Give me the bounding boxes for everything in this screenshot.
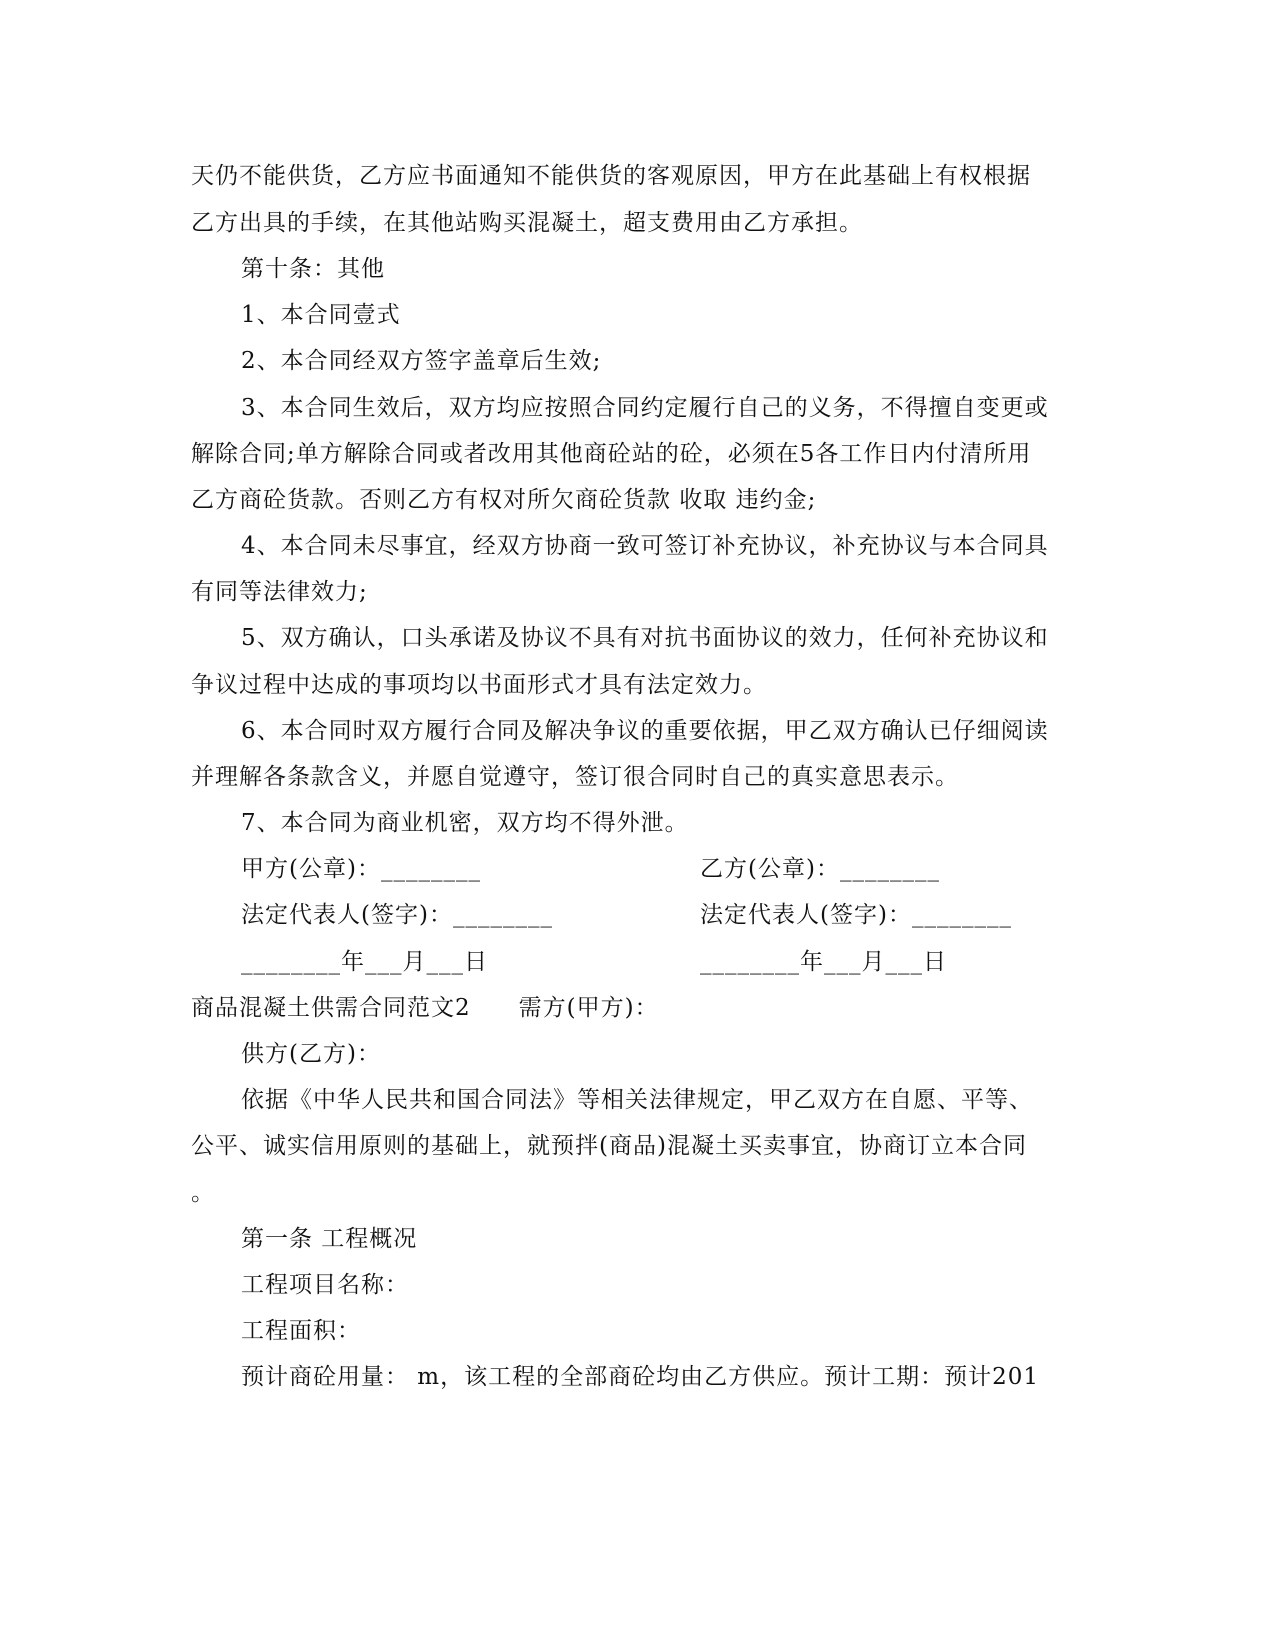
- party-b-date-field: ________年___月___日: [700, 949, 947, 975]
- contract-title-line: 商品混凝土供需合同范文2 需方(甲方)：: [191, 995, 659, 1021]
- paragraph-line: 争议过程中达成的事项均以书面形式才具有法定效力。: [191, 672, 767, 698]
- paragraph-line: 乙方出具的手续，在其他站购买混凝土，超支费用由乙方承担。: [191, 210, 863, 236]
- clause-item: 5、双方确认，口头承诺及协议不具有对抗书面协议的效力，任何补充协议和: [241, 625, 1049, 651]
- field-line: 预计商砼用量： m，该工程的全部商砼均由乙方供应。预计工期：预计201: [241, 1364, 1040, 1390]
- paragraph-line: 有同等法律效力;: [191, 579, 368, 605]
- paragraph-line: 解除合同;单方解除合同或者改用其他商砼站的砼，必须在5各工作日内付清所用: [191, 441, 1032, 467]
- field-line: 工程项目名称：: [241, 1272, 409, 1298]
- party-a-date-field: ________年___月___日: [241, 949, 488, 975]
- paragraph-line: 。: [191, 1180, 215, 1206]
- field-line: 工程面积：: [241, 1318, 361, 1344]
- paragraph-line: 依据《中华人民共和国合同法》等相关法律规定，甲乙双方在自愿、平等、: [241, 1087, 1033, 1113]
- paragraph-line: 乙方商砼货款。否则乙方有权对所欠商砼货款 收取 违约金;: [191, 487, 817, 513]
- clause-item: 4、本合同未尽事宜，经双方协商一致可签订补充协议，补充协议与本合同具: [241, 533, 1049, 559]
- party-b-representative-field: 法定代表人(签字)：________: [700, 902, 1012, 928]
- party-a-representative-field: 法定代表人(签字)：________: [241, 902, 553, 928]
- clause-item: 3、本合同生效后，双方均应按照合同约定履行自己的义务，不得擅自变更或: [241, 395, 1049, 421]
- party-b-seal-field: 乙方(公章)：________: [700, 856, 940, 882]
- clause-item: 7、本合同为商业机密，双方均不得外泄。: [241, 810, 689, 836]
- paragraph-line: 公平、诚实信用原则的基础上，就预拌(商品)混凝土买卖事宜，协商订立本合同: [191, 1133, 1027, 1159]
- supplier-line: 供方(乙方)：: [241, 1041, 381, 1067]
- clause-item: 6、本合同时双方履行合同及解决争议的重要依据，甲乙双方确认已仔细阅读: [241, 718, 1049, 744]
- clause-item: 1、本合同壹式: [241, 302, 401, 328]
- section-heading: 第十条：其他: [241, 256, 385, 282]
- party-a-seal-field: 甲方(公章)：________: [241, 856, 481, 882]
- clause-item: 2、本合同经双方签字盖章后生效;: [241, 348, 602, 374]
- paragraph-line: 并理解各条款含义，并愿自觉遵守，签订很合同时自己的真实意思表示。: [191, 764, 959, 790]
- paragraph-line: 天仍不能供货，乙方应书面通知不能供货的客观原因，甲方在此基础上有权根据: [191, 163, 1031, 189]
- section-heading: 第一条 工程概况: [241, 1226, 418, 1252]
